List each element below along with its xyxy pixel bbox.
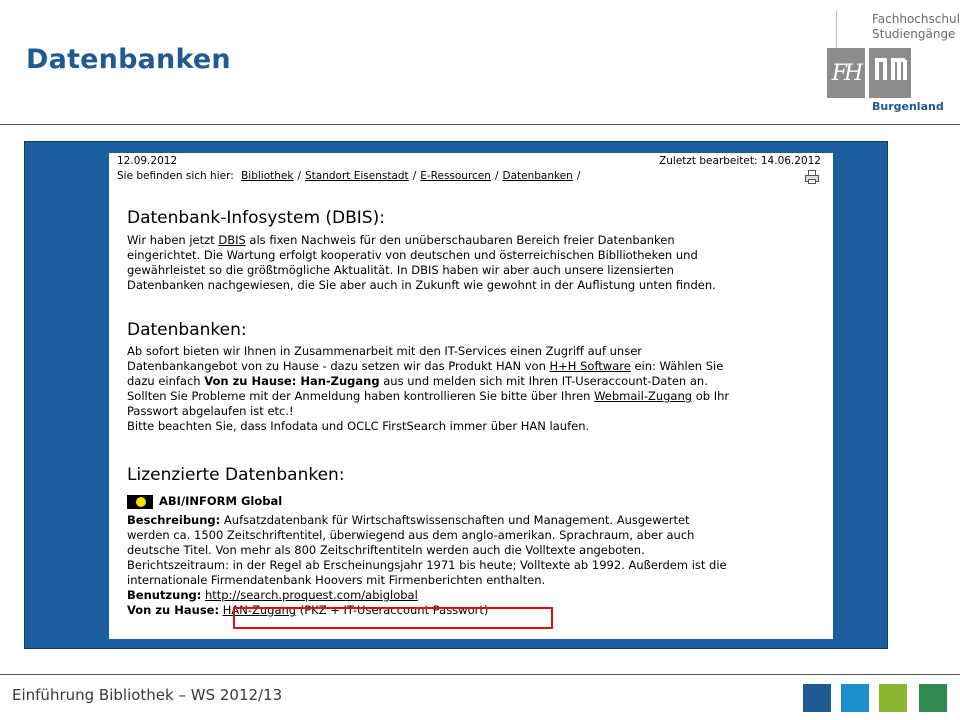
footer-square-4 <box>919 684 947 712</box>
breadcrumb: Sie befinden sich hier: Bibliothek / Standort Eisenstadt / E-Ressourcen / Datenbanken / <box>117 170 581 182</box>
footer-square-2 <box>841 684 869 712</box>
licensed-heading: Lizenzierte Datenbanken: <box>127 465 345 485</box>
page-date: 12.09.2012 <box>117 155 178 167</box>
logo-fh-monogram: FH <box>827 48 865 98</box>
slide-title: Datenbanken <box>26 44 231 75</box>
breadcrumb-standort[interactable]: Standort Eisenstadt <box>305 170 409 182</box>
logo-text-line1: Fachhochschul <box>872 12 960 26</box>
webmail-link[interactable]: Webmail-Zugang <box>594 389 693 403</box>
logo-text-line2: Studiengänge <box>872 27 956 41</box>
dbis-heading: Datenbank-Infosystem (DBIS): <box>127 208 385 228</box>
footer-square-1 <box>803 684 831 712</box>
han-zugang-link[interactable]: HAN-Zugang <box>222 603 297 617</box>
datenbanken-heading: Datenbanken: <box>127 320 247 340</box>
dbis-link[interactable]: DBIS <box>218 233 246 247</box>
dbis-text: Wir haben jetzt DBIS als fixen Nachweis für den unüberschaubaren Bereich freier Datenbanken eingerichtet. Die Wartung erfolgt kooperativ von deutschen und österreichischen Biblliotheken und gewährleistet so die größtmögliche Aktualität. In DBIS haben wir aber auch unsere lizensierten Datenbanken nachgewiesen, die Sie aber auch in Zukunft wie gewohnt in der Auflistung unten finden. <box>127 233 716 292</box>
footer-course-label: Einführung Bibliothek – WS 2012/13 <box>12 686 283 704</box>
website-screenshot-frame <box>24 141 888 649</box>
breadcrumb-datenbanken[interactable]: Datenbanken <box>502 170 573 182</box>
fh-burgenland-logo <box>826 10 960 118</box>
database-description: Beschreibung: Aufsatzdatenbank für Wirtschaftswissenschaften und Management. Ausgewertet werden ca. 1500 Zeitschriftentitel, überwiegend aus dem anglo-amerikan. Sprachraum, aber auch deutsche Titel. Von mehr als 800 Zeitschriftentiteln werden auch die Volltexte angeboten. Berichtszeitraum: in der Regel ab Erscheinungsjahr 1971 bis heute; Volltexte ab 1992. Außerdem ist die internationale Firmendatenbank Hoovers mit Firmenberichten enthalten. Benutzung: http://search.proquest.com/abiglobal Von zu Hause: HAN-Zugang (PKZ + IT-Useraccount Passwort) <box>127 513 727 617</box>
proquest-link[interactable]: http://search.proquest.com/abiglobal <box>205 588 418 602</box>
printer-icon[interactable] <box>805 170 819 184</box>
datenbanken-text: Ab sofort bieten wir Ihnen in Zusammenarbeit mit den IT-Services einen Zugriff auf unser Datenbankangebot von zu Hause - dazu setzen wir das Produkt HAN von H+H Software ein: Wählen Sie dazu einfach Von zu Hause: Han-Zugang aus und melden sich mit Ihren IT-Useraccount-Daten an. Sollten Sie Probleme mit der Anmeldung haben kontrollieren Sie bitte über Ihren Webmail-Zugang ob Ihr Passwort abgelaufen ist etc.! Bitte beachten Sie, dass Infodata und OCLC FirstSearch immer über HAN laufen. <box>127 344 730 433</box>
hh-software-link[interactable]: H+H Software <box>549 359 631 373</box>
logo-region: Burgenland <box>872 100 944 113</box>
library-webpage <box>109 153 833 639</box>
database-status-icon <box>127 495 153 509</box>
footer-divider <box>0 674 960 675</box>
footer-square-3 <box>879 684 907 712</box>
breadcrumb-bibliothek[interactable]: Bibliothek <box>241 170 294 182</box>
han-highlight-box <box>233 607 553 629</box>
breadcrumb-prefix: Sie befinden sich hier: <box>117 170 234 182</box>
database-name: ABI/INFORM Global <box>159 494 283 508</box>
header-divider <box>0 124 960 125</box>
breadcrumb-e-ressourcen[interactable]: E-Ressourcen <box>420 170 491 182</box>
last-edited: Zuletzt bearbeitet: 14.06.2012 <box>659 155 821 167</box>
logo-building-mark <box>869 48 911 98</box>
